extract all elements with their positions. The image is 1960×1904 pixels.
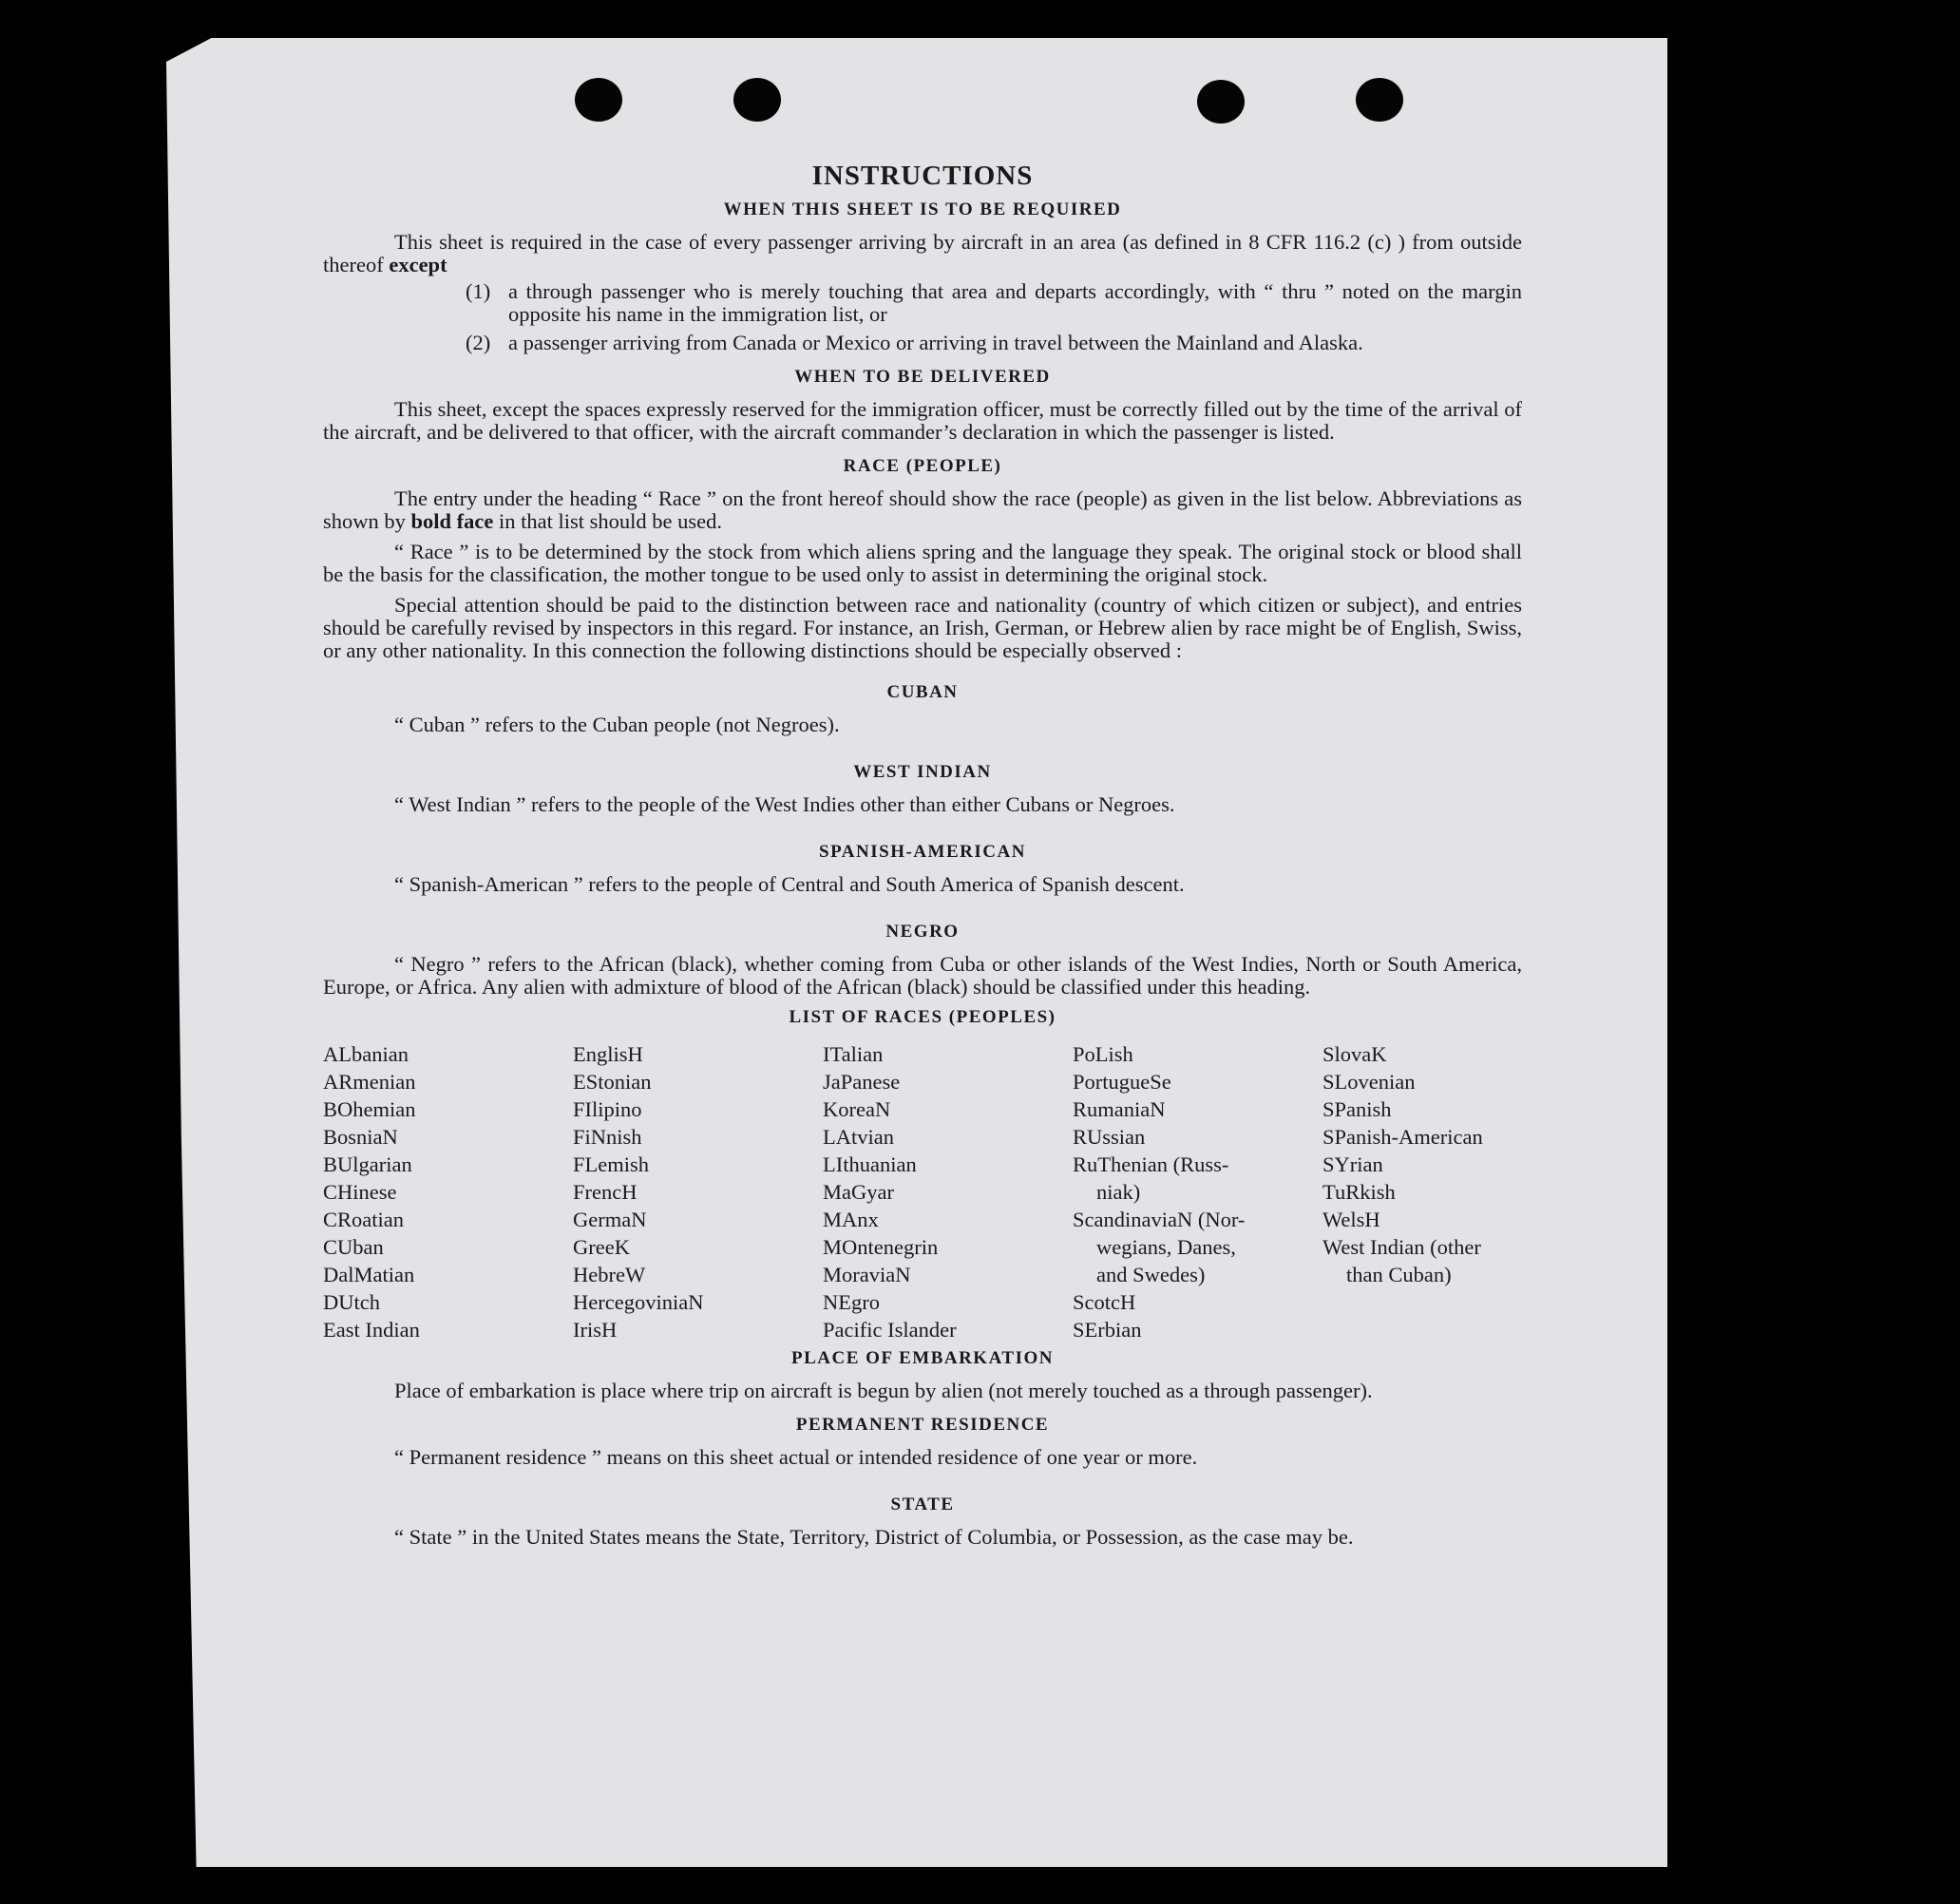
race-entry: ARmenian xyxy=(323,1070,416,1094)
list-item-text: a passenger arriving from Canada or Mexico or arriving in travel between the Mainland and Alaska. xyxy=(508,331,1363,354)
race-entry-continuation: and Swedes) xyxy=(1096,1263,1206,1286)
race-entry: ScandinaviaN (Nor- xyxy=(1073,1208,1246,1231)
paragraph-when-delivered: This sheet, except the spaces expressly reserved for the immigration officer, must be correctly filled out by the time of the arrival of the aircraft, and be delivered to that officer, with the aircraft commander’s declaration in which the passenger is listed. xyxy=(323,397,1522,444)
punch-hole xyxy=(733,78,781,122)
race-entry: MAnx xyxy=(823,1208,879,1231)
races-column xyxy=(1323,1040,1522,1343)
race-entry: CHinese xyxy=(323,1180,397,1204)
race-entry: East Indian xyxy=(323,1318,420,1342)
race-entry: CRoatian xyxy=(323,1208,404,1231)
paragraph-cuban: “ Cuban ” refers to the Cuban people (not Negroes). xyxy=(394,713,840,736)
race-entry: FIlipino xyxy=(573,1097,642,1121)
race-entry: FiNnish xyxy=(573,1125,642,1149)
race-entry: WelsH xyxy=(1323,1208,1380,1231)
race-entry: MOntenegrin xyxy=(823,1235,939,1259)
races-column xyxy=(323,1040,573,1343)
list-item-number: (1) xyxy=(466,279,491,303)
heading-embarkation: PLACE OF EMBARKATION xyxy=(791,1348,1054,1368)
race-entry-continuation: niak) xyxy=(1096,1180,1141,1204)
race-entry: West Indian (other xyxy=(1323,1235,1481,1259)
punch-hole xyxy=(1356,78,1403,122)
race-entry: CUban xyxy=(323,1235,384,1259)
race-entry-continuation: wegians, Danes, xyxy=(1096,1235,1236,1259)
race-entry: RuThenian (Russ- xyxy=(1073,1152,1229,1176)
race-entry: SYrian xyxy=(1323,1152,1383,1176)
race-entry: JaPanese xyxy=(823,1070,901,1094)
heading-cuban: CUBAN xyxy=(886,682,959,702)
race-entry: BosniaN xyxy=(323,1125,398,1149)
heading-spanish-american: SPANISH-AMERICAN xyxy=(819,842,1026,862)
heading-negro: NEGRO xyxy=(885,922,960,942)
list-item xyxy=(466,280,1522,326)
race-entry: FrencH xyxy=(573,1180,637,1204)
races-column xyxy=(1073,1040,1323,1343)
list-item-text: a through passenger who is merely touching that area and departs accordingly, with “ thru ” noted on the margin opposite his name in the immigration list, or xyxy=(508,279,1522,326)
list-item xyxy=(466,332,1522,354)
paragraph-negro: “ Negro ” refers to the African (black), whether coming from Cuba or other islands of the West Indies, North or South America, Europe, or Africa. Any alien with admixture of blood of the African (black) should be classified under this heading. xyxy=(323,952,1522,999)
races-table xyxy=(323,1040,1522,1343)
race-entry: LIthuanian xyxy=(823,1152,917,1176)
race-entry: IrisH xyxy=(573,1318,618,1342)
races-column xyxy=(573,1040,823,1343)
race-entry: HebreW xyxy=(573,1263,646,1286)
race-entry: MoraviaN xyxy=(823,1263,911,1286)
race-entry: RumaniaN xyxy=(1073,1097,1166,1121)
race-entry: BOhemian xyxy=(323,1097,416,1121)
race-entry: HercegoviniaN xyxy=(573,1290,704,1314)
heading-state: STATE xyxy=(890,1495,955,1514)
page-title: INSTRUCTIONS xyxy=(811,161,1034,191)
instructions-content xyxy=(323,157,1522,1549)
race-entry: BUlgarian xyxy=(323,1152,412,1176)
race-entry: PortugueSe xyxy=(1073,1070,1171,1094)
paragraph-race-1: The entry under the heading “ Race ” on the front hereof should show the race (people) as given in the list below. Abbreviations as shown by bold face in that list should be used. xyxy=(323,486,1522,533)
race-entry: EStonian xyxy=(573,1070,652,1094)
heading-list-of-races: LIST OF RACES (PEOPLES) xyxy=(789,1007,1056,1027)
race-entry: GreeK xyxy=(573,1235,630,1259)
race-entry: DUtch xyxy=(323,1290,380,1314)
race-entry: SPanish xyxy=(1323,1097,1392,1121)
race-entry: LAtvian xyxy=(823,1125,894,1149)
punch-hole xyxy=(1197,80,1245,124)
heading-when-required: WHEN THIS SHEET IS TO BE REQUIRED xyxy=(723,200,1122,219)
race-entry-continuation: than Cuban) xyxy=(1346,1263,1452,1286)
race-entry: GermaN xyxy=(573,1208,647,1231)
race-entry: TuRkish xyxy=(1323,1180,1396,1204)
race-entry: NEgro xyxy=(823,1290,880,1314)
paragraph-race-3: Special attention should be paid to the distinction between race and nationality (country of which citizen or subject), and entries should be carefully revised by inspectors in this regard. For instance, an Irish, German, or Hebrew alien by race might be of English, Swiss, or any other nationality. In this connection the following distinctions should be especially observed : xyxy=(323,593,1522,662)
list-item-number: (2) xyxy=(466,331,491,354)
race-entry: ScotcH xyxy=(1073,1290,1136,1314)
punch-hole xyxy=(575,78,622,122)
race-entry: SErbian xyxy=(1073,1318,1142,1342)
paragraph-spanish-american: “ Spanish-American ” refers to the people of Central and South America of Spanish descent. xyxy=(394,872,1185,896)
race-entry: PoLish xyxy=(1073,1042,1133,1066)
race-entry: ALbanian xyxy=(323,1042,409,1066)
heading-race: RACE (PEOPLE) xyxy=(843,456,1002,476)
paragraph-embarkation: Place of embarkation is place where trip on aircraft is begun by alien (not merely touched as a through passenger). xyxy=(394,1379,1373,1402)
race-entry: KoreaN xyxy=(823,1097,891,1121)
race-entry: SlovaK xyxy=(1323,1042,1387,1066)
race-entry: RUssian xyxy=(1073,1125,1146,1149)
race-entry: EnglisH xyxy=(573,1042,643,1066)
race-entry: SLovenian xyxy=(1323,1070,1416,1094)
race-entry: DalMatian xyxy=(323,1263,415,1286)
paragraph-west-indian: “ West Indian ” refers to the people of the West Indies other than either Cubans or Negroes. xyxy=(394,792,1175,816)
paragraph-residence: “ Permanent residence ” means on this sheet actual or intended residence of one year or more. xyxy=(394,1445,1198,1469)
paragraph-state: “ State ” in the United States means the State, Territory, District of Columbia, or Possession, as the case may be. xyxy=(394,1525,1354,1549)
race-entry: Pacific Islander xyxy=(823,1318,957,1342)
race-entry: SPanish-American xyxy=(1323,1125,1483,1149)
race-entry: ITalian xyxy=(823,1042,884,1066)
paragraph-race-2: “ Race ” is to be determined by the stock from which aliens spring and the language they speak. The original stock or blood shall be the basis for the classification, the mother tongue to be used only to assist in determining the original stock. xyxy=(323,540,1522,586)
heading-when-delivered: WHEN TO BE DELIVERED xyxy=(794,367,1051,387)
race-entry: MaGyar xyxy=(823,1180,894,1204)
paragraph-when-required: This sheet is required in the case of every passenger arriving by aircraft in an area (as defined in 8 CFR 116.2 (c) ) from outside thereof except xyxy=(323,230,1522,276)
race-entry: FLemish xyxy=(573,1152,650,1176)
heading-west-indian: WEST INDIAN xyxy=(853,762,992,782)
heading-residence: PERMANENT RESIDENCE xyxy=(795,1415,1050,1435)
races-column xyxy=(823,1040,1073,1343)
